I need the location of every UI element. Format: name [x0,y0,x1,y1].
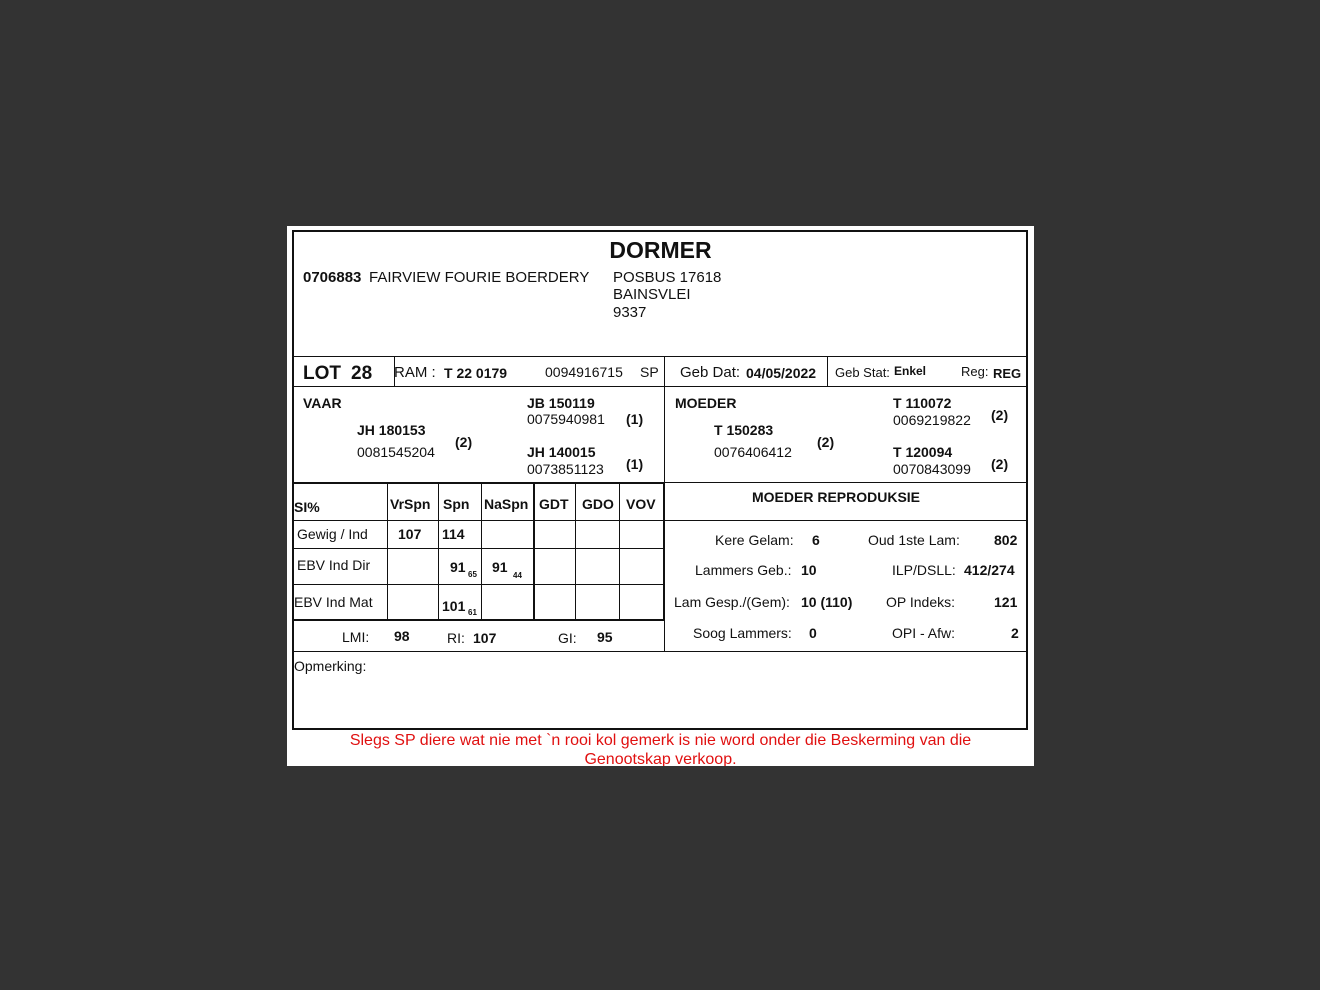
address-line-3: 9337 [613,304,647,321]
divider [533,483,535,620]
divider [293,356,1027,357]
ebv-dir-naspn: 91 [492,559,508,575]
lam-gesp-value: 10 (110) [801,594,853,610]
breeder-code: 0706883 [303,269,362,286]
naspn-header: NaSpn [484,496,529,512]
birth-status-label: Geb Stat: [835,365,890,380]
kere-gelam-label: Kere Gelam: [715,532,794,548]
lot-label: LOT [303,363,341,384]
sire-sire-count: (1) [626,411,644,427]
ebv-mat-spn-sub: 61 [468,608,477,617]
remarks-label: Opmerking: [294,658,367,674]
lmi-value: 98 [394,628,410,644]
breeder-name: FAIRVIEW FOURIE BOERDERY [369,269,590,286]
divider [293,651,1027,652]
sire-dam-number: 0073851123 [527,461,604,477]
divider [481,483,482,620]
row-label-gewig: Gewig / Ind [297,526,368,542]
lot-number: 28 [351,363,373,384]
sire-dam-id: JH 140015 [527,444,596,460]
birth-date: 04/05/2022 [746,365,817,381]
vrspn-header: VrSpn [390,496,431,512]
ebv-mat-spn: 101 [442,598,466,614]
ri-label: RI: [447,630,465,646]
dam-dam-id: T 120094 [893,444,953,460]
oud-value: 802 [994,532,1018,548]
dam-sire-count: (2) [991,407,1009,423]
divider [387,483,388,620]
sire-dam-count: (1) [626,456,644,472]
vov-header: VOV [626,496,656,512]
divider [664,356,665,482]
sire-label: VAAR [303,395,342,411]
divider [827,356,828,386]
gi-label: GI: [558,630,577,646]
dam-dam-count: (2) [991,456,1009,472]
gdo-header: GDO [582,496,614,512]
si-header: SI% [294,499,320,515]
op-label: OP Indeks: [886,594,956,610]
dam-sire-number: 0069219822 [893,412,971,428]
sire-id: JH 180153 [357,422,426,438]
row-label-ebv-dir: EBV Ind Dir [297,557,371,573]
lmi-label: LMI: [342,629,370,645]
opi-value: 2 [1011,625,1019,641]
divider [664,482,665,651]
kere-gelam-value: 6 [812,532,820,548]
ram-label: RAM : [394,364,436,381]
lammers-geb-label: Lammers Geb.: [695,562,792,578]
divider [438,483,439,620]
dam-id: T 150283 [714,422,774,438]
divider [293,520,664,521]
footer-notice-line-2: Genootskap verkoop. [584,751,737,766]
ebv-dir-spn-sub: 65 [468,570,477,579]
oud-label: Oud 1ste Lam: [868,532,960,548]
gewig-spn: 114 [442,526,465,542]
divider [293,584,664,585]
dam-dam-number: 0070843099 [893,461,971,477]
address-line-2: BAINSVLEI [613,286,691,303]
soog-value: 0 [809,625,817,641]
card-frame [292,230,1028,730]
dam-label: MOEDER [675,395,737,411]
footer-notice-line-1: Slegs SP diere wat nie met `n rooi kol gemerk is nie word onder die Beskerming van die [349,732,972,749]
dam-reproduction-title: MOEDER REPRODUKSIE [752,489,921,505]
dam-number: 0076406412 [714,444,792,460]
dam-sire-id: T 110072 [893,395,952,411]
sire-count: (2) [455,434,473,450]
row-label-ebv-mat: EBV Ind Mat [294,594,373,610]
birth-status: Enkel [894,364,927,378]
divider [619,483,620,620]
ebv-dir-spn: 91 [450,559,466,575]
ilp-label: ILP/DSLL: [892,562,956,578]
reg-label: Reg: [961,364,989,379]
lam-gesp-label: Lam Gesp./(Gem): [674,594,790,610]
ram-id: T 22 0179 [444,365,508,381]
birth-date-label: Geb Dat: [680,364,741,381]
ebv-dir-naspn-sub: 44 [513,571,522,580]
gdt-header: GDT [539,496,569,512]
lammers-geb-value: 10 [801,562,817,578]
dam-count: (2) [817,434,835,450]
address-line-1: POSBUS 17618 [613,269,722,286]
divider [664,520,1027,521]
breed-title: DORMER [609,237,712,263]
ri-value: 107 [473,630,497,646]
sire-sire-number: 0075940981 [527,411,605,427]
gi-value: 95 [597,629,613,645]
gewig-vrspn: 107 [398,526,422,542]
sire-number: 0081545204 [357,444,435,460]
soog-label: Soog Lammers: [693,625,792,641]
ilp-value: 412/274 [964,562,1015,578]
spn-header: Spn [443,496,470,512]
reg-value: REG [993,366,1022,381]
lot-card [287,226,1034,766]
divider [575,483,576,620]
sire-sire-id: JB 150119 [527,395,595,411]
opi-label: OPI - Afw: [892,625,956,641]
op-value: 121 [994,594,1018,610]
divider [293,548,664,549]
divider [293,386,1027,387]
ram-number: 0094916715 [545,364,623,380]
ram-class: SP [640,364,659,380]
